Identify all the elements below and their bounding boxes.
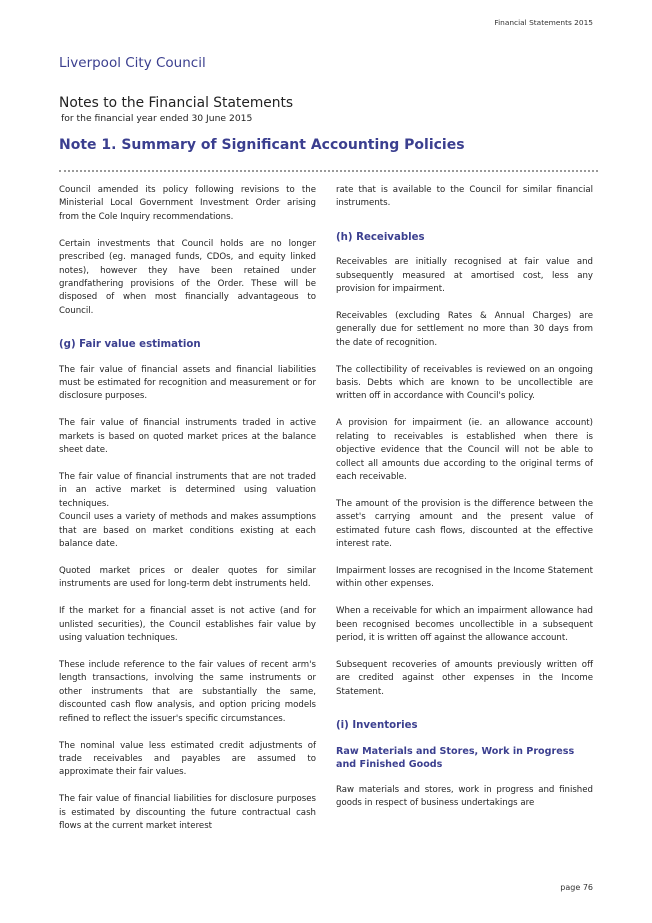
paragraph: Certain investments that Council holds are no longer prescribed (eg. managed funds, CDOs, and equity linked notes), however they have been retained under grandfathering provisions of the Order. These will be disposed of when most financially advantageous to Council. (59, 238, 316, 316)
paragraph: Impairment losses are recognised in the Income Statement within other expenses. (336, 566, 593, 590)
running-header: Financial Statements 2015 (494, 18, 593, 27)
paragraph: The fair value of financial liabilities for disclosure purposes is estimated by discounting the future contractual cash flows at the current market interest (59, 794, 316, 832)
section-heading-inventories: (i) Inventories (336, 720, 418, 732)
paragraph: Quoted market prices or dealer quotes for similar instruments are used for long-term debt instruments held. (59, 565, 316, 590)
section-divider (59, 170, 598, 172)
right-column (336, 184, 593, 824)
paragraph: Receivables (excluding Rates & Annual Charges) are generally due for settlement no more than 30 days from the date of recognition. (336, 310, 593, 348)
note-title: Note 1. Summary of Significant Accounting Policies (59, 137, 465, 153)
document-subtitle: for the financial year ended 30 June 2015 (61, 113, 253, 124)
paragraph: Council amended its policy following revisions to the Ministerial Local Government Investment Order arising from the Cole Inquiry recommendations. (59, 185, 316, 222)
paragraph: When a receivable for which an impairment allowance had been recognised becomes uncollectible in a subsequent period, it is written off against the allowance account. (336, 606, 593, 644)
organization-name: Liverpool City Council (59, 55, 206, 71)
paragraph: Subsequent recoveries of amounts previously written off are credited against other expenses in the Income Statement. (336, 660, 593, 697)
paragraph: A provision for impairment (ie. an allowance account) relating to receivables is established when there is objective evidence that the Council will not be able to collect all amounts due according to the original terms of each receivable. (336, 418, 593, 482)
paragraph: These include reference to the fair values of recent arm's length transactions, involving the same instruments or other instruments that are substantially the same, discounted cash flow analysis, and option pricing models refined to reflect the issuer's specific circumstances. (59, 659, 316, 724)
paragraph: The nominal value less estimated credit adjustments of trade receivables and payables are assumed to approximate their fair values. (59, 740, 316, 778)
paragraph: Raw materials and stores, work in progress and finished goods in respect of business undertakings are (336, 784, 593, 808)
subsection-heading-raw-materials: Raw Materials and Stores, Work in Progress and Finished Goods (336, 745, 575, 771)
paragraph: Receivables are initially recognised at fair value and subsequently measured at amortised cost, less any provision for impairment. (336, 257, 593, 295)
paragraph: The amount of the provision is the difference between the asset's carrying amount and the present value of estimated future cash flows, discounted at the effective interest rate. (336, 498, 593, 550)
paragraph: rate that is available to the Council for similar financial instruments. (336, 185, 593, 209)
paragraph: The fair value of financial instruments traded in active markets is based on quoted market prices at the balance sheet date. (59, 418, 316, 456)
paragraph: The fair value of financial assets and financial liabilities must be estimated for recognition and measurement or for disclosure purposes. (59, 364, 316, 402)
paragraph: Council uses a variety of methods and makes assumptions that are based on market conditions existing at each balance date. (59, 512, 316, 550)
document-title: Notes to the Financial Statements (59, 95, 294, 111)
page-number: page 76 (560, 883, 593, 892)
paragraph: The collectibility of receivables is reviewed on an ongoing basis. Debts which are known to be uncollectible are written off in accordance with Council's policy. (336, 364, 593, 402)
section-heading-fair-value: (g) Fair value estimation (59, 339, 201, 351)
section-heading-receivables: (h) Receivables (336, 231, 425, 243)
left-column (59, 184, 316, 847)
paragraph: If the market for a financial asset is not active (and for unlisted securities), the Council establishes fair value by using valuation techniques. (59, 606, 316, 644)
paragraph: The fair value of financial instruments that are not traded in an active market is determined using valuation techniques. (59, 472, 316, 509)
